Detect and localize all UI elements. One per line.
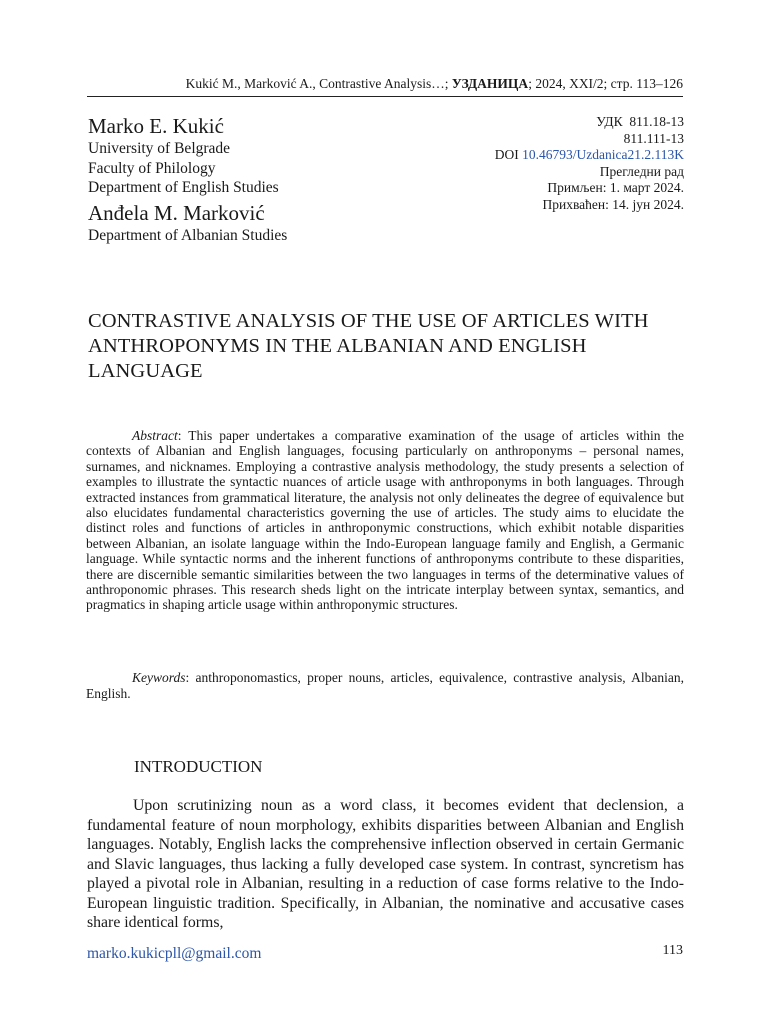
author-1-affiliation-1: University of Belgrade: [88, 140, 231, 157]
received-date: Примљен: 1. март 2024.: [547, 180, 684, 195]
author-name-1: Marko E. Kukić: [88, 114, 224, 138]
header-rule: [87, 96, 683, 97]
author-email-link[interactable]: marko.kukicpll@gmail.com: [87, 945, 262, 962]
running-head-issue: ; 2024, XXI/2; стр. 113–126: [528, 76, 683, 91]
article-metadata: [495, 114, 684, 213]
abstract-label: Abstract: [132, 428, 178, 443]
abstract: [86, 428, 684, 613]
udk-line-1: [495, 114, 684, 131]
udk-code-1: 811.18-13: [629, 114, 684, 129]
doi-link[interactable]: 10.46793/Uzdanica21.2.113K: [522, 147, 684, 162]
author-block: [88, 113, 428, 245]
section-heading-introduction: INTRODUCTION: [134, 757, 263, 776]
keywords-text: : anthroponomastics, proper nouns, articles, equivalence, contrastive analysis, Albanian, English.: [86, 670, 684, 701]
introduction-paragraph: [87, 796, 684, 933]
udk-label: УДК: [596, 114, 623, 129]
udk-code-2: 811.111-13: [623, 130, 684, 146]
author-1-affiliation-3: Department of English Studies: [88, 179, 279, 196]
accepted-date: Прихваћен: 14. јун 2024.: [542, 196, 684, 212]
doi-label: DOI: [494, 147, 519, 162]
keywords-label: Keywords: [132, 670, 186, 685]
running-head-authors: Kukić M., Marković A., Contrastive Analysis…;: [185, 76, 452, 91]
article-type: Прегледни рад: [599, 163, 684, 179]
keywords: [86, 670, 684, 702]
author-1-affiliation-2: Faculty of Philology: [88, 159, 216, 177]
journal-name: УЗДАНИЦА: [451, 76, 529, 91]
page-number: 113: [662, 943, 683, 958]
author-name-2: Anđela M. Marković: [88, 200, 265, 225]
article-title: CONTRASTIVE ANALYSIS OF THE USE OF ARTICLES WITH ANTHROPONYMS IN THE ALBANIAN AND ENGLISH LANGUAGE: [88, 310, 649, 382]
abstract-text: : This paper undertakes a comparative examination of the usage of articles within the contexts of Albanian and English languages, focusing particularly on anthroponyms – personal names, surnames, and nicknames. Employing a contrastive analysis methodology, the study presents a selection of examples to illustrate the syntactic nuances of article usage with anthroponyms in both languages. Through extracted instances from grammatical literature, the analysis not only delineates the degree of equivalence but also elucidates fundamental characteristics governing the use of articles. The study aims to elucidate the distinct roles and functions of articles in anthroponymic constructions, which exhibit notable disparities between Albanian, an isolate language within the Indo-European language family and English, a Germanic language. While syntactic norms and the inherent functions of anthroponyms contribute to these disparities, there are discernible semantic similarities between the two languages in terms of the determinative values of anthroponomic phrases. This research sheds light on the intricate interplay between syntax, semantics, and pragmatics in shaping article usage within anthroponymic structures.: [86, 428, 684, 613]
author-2-affiliation-1: Department of Albanian Studies: [88, 226, 288, 244]
running-header: [88, 76, 683, 92]
introduction-text: Upon scrutinizing noun as a word class, it becomes evident that declension, a fundamental feature of noun morphology, exhibits disparities between Albanian and English languages. Notably, English lacks the comprehensive inflection observed in certain Germanic and Slavic languages, thus lacking a fully developed case system. In contrast, syncretism has played a pivotal role in Albanian, resulting in a reduction of case forms relative to the Indo-European linguistic tradition. Specifically, in Albanian, the nominative and accusative cases share identical forms,: [87, 797, 684, 931]
doi-line: [495, 147, 684, 164]
